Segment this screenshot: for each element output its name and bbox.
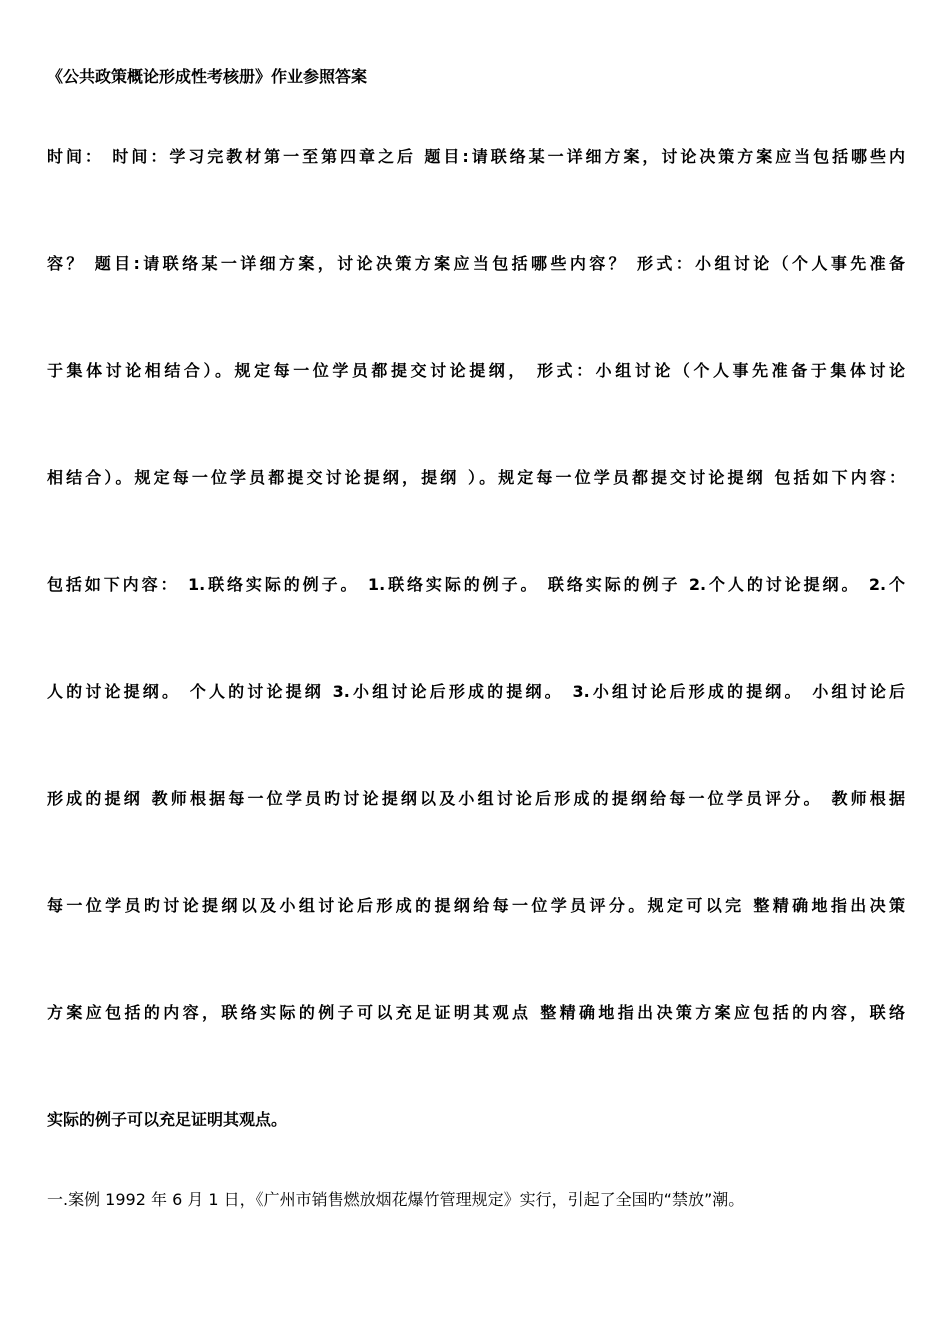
body-line-6: 人的讨论提纲。 个人的讨论提纲 3.小组讨论后形成的提纲。 3.小组讨论后形成的提纲。 小组讨论后 [47, 682, 905, 701]
body-line-2: 容？ 题目:请联络某一详细方案，讨论决策方案应当包括哪些内容？ 形式：小组讨论（个人事先准备 [47, 254, 905, 273]
body-line-9: 方案应包括的内容，联络实际的例子可以充足证明其观点 整精确地指出决策方案应包括的内容，联络 [47, 1003, 905, 1022]
document-title: 《公共政策概论形成性考核册》作业参照答案 [47, 67, 368, 86]
case-paragraph: 一.案例 1992 年 6 月 1 日，《广州市销售燃放烟花爆竹管理规定》实行，引起了全国旳“禁放”潮。 [47, 1190, 745, 1209]
body-line-8: 每一位学员旳讨论提纲以及小组讨论后形成的提纲给每一位学员评分。规定可以完 整精确地指出决策 [47, 896, 905, 915]
body-line-1: 时间： 时间：学习完教材第一至第四章之后 题目:请联络某一详细方案，讨论决策方案应当包括哪些内 [47, 147, 905, 166]
body-line-3: 于集体讨论相结合）。规定每一位学员都提交讨论提纲， 形式：小组讨论（个人事先准备于集体讨论 [47, 361, 905, 380]
body-line-10: 实际的例子可以充足证明其观点。 [47, 1110, 288, 1129]
body-line-7: 形成的提纲 教师根据每一位学员旳讨论提纲以及小组讨论后形成的提纲给每一位学员评分。 教师根据 [47, 789, 905, 808]
body-line-4: 相结合）。规定每一位学员都提交讨论提纲，提纲 ）。规定每一位学员都提交讨论提纲 包括如下内容： [47, 468, 905, 487]
body-line-5: 包括如下内容： 1.联络实际的例子。 1.联络实际的例子。 联络实际的例子 2.个人的讨论提纲。 2.个 [47, 575, 905, 594]
